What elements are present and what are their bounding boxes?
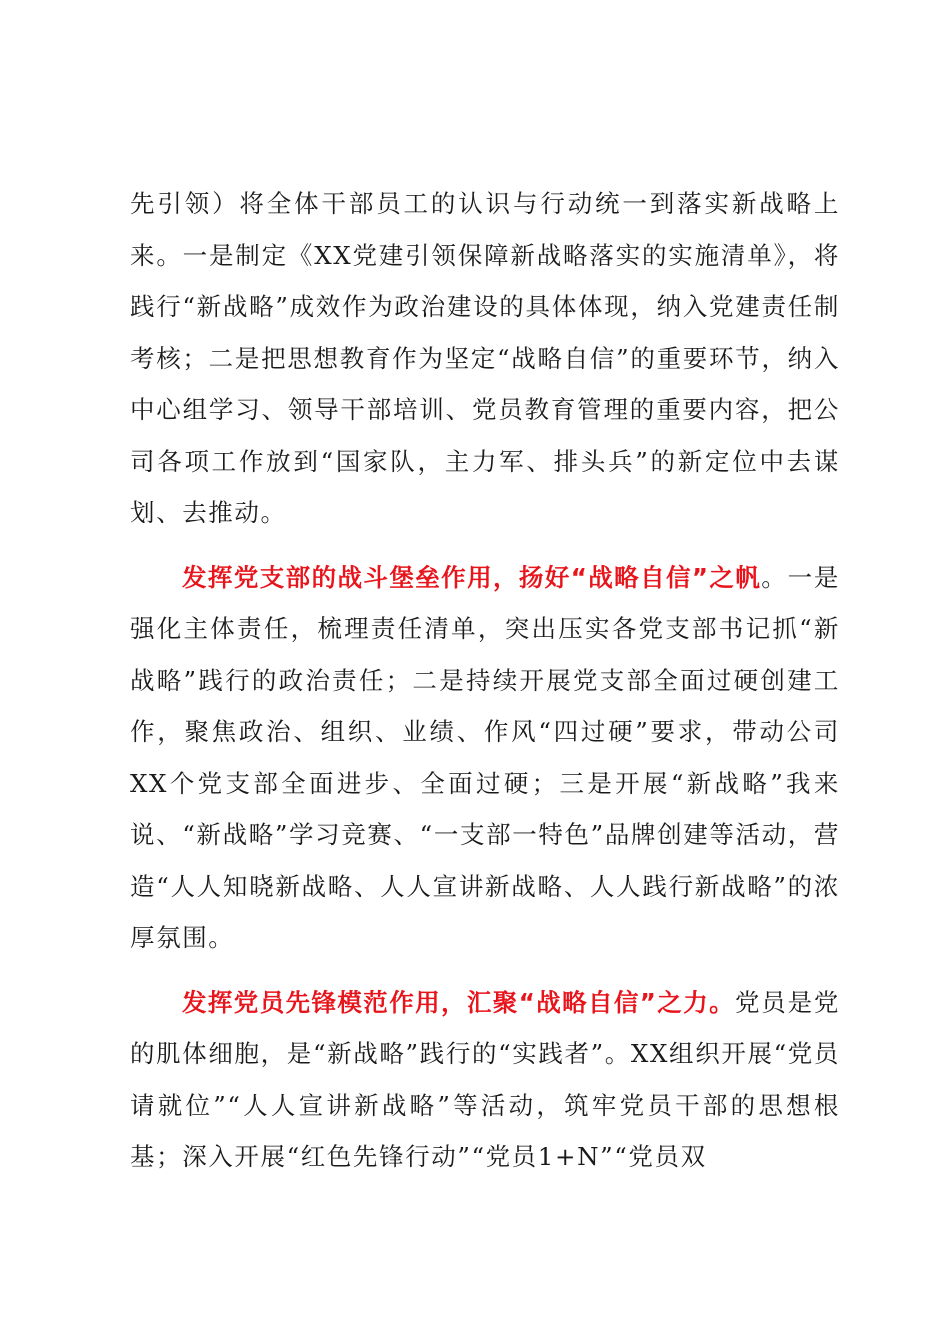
paragraph-1-text: 先引领）将全体干部员工的认识与行动统一到落实新战略上来。一是制定《XX党建引领保障新战略落实的实施清单》，将践行“新战略”成效作为政治建设的具体体现，纳入党建责任制考核；二是把思想教育作为坚定“战略自信”的重要环节，纳入中心组学习、领导干部培训、党员教育管理的重要内容，把公司各项工作放到“国家队，主力军、排头兵”的新定位中去谋划、去推动。 <box>130 189 840 527</box>
paragraph-2-text: 。一是强化主体责任，梳理责任清单，突出压实各党支部书记抓“新战略”践行的政治责任；二是持续开展党支部全面过硬创建工作，聚焦政治、组织、业绩、作风“四过硬”要求，带动公司XX个党支部全面进步、全面过硬；三是开展“新战略”我来说、“新战略”学习竞赛、“一支部一特色”品牌创建等活动，营造“人人知晓新战略、人人宣讲新战略、人人践行新战略”的浓厚氛围。 <box>130 562 840 952</box>
paragraph-1 <box>130 178 840 539</box>
paragraph-3-text: 党员是党的肌体细胞，是“新战略”践行的“实践者”。XX组织开展“党员请就位”“人人宣讲新战略”等活动，筑牢党员干部的思想根基；深入开展“红色先锋行动”“党员1+N”“党员双 <box>130 987 840 1171</box>
paragraph-2 <box>130 552 840 964</box>
paragraph-2-heading: 发挥党支部的战斗堡垒作用，扬好“战略自信”之帆 <box>182 562 762 592</box>
paragraph-3 <box>130 977 840 1183</box>
paragraph-3-heading: 发挥党员先锋模范作用，汇聚“战略自信”之力。 <box>182 987 735 1017</box>
